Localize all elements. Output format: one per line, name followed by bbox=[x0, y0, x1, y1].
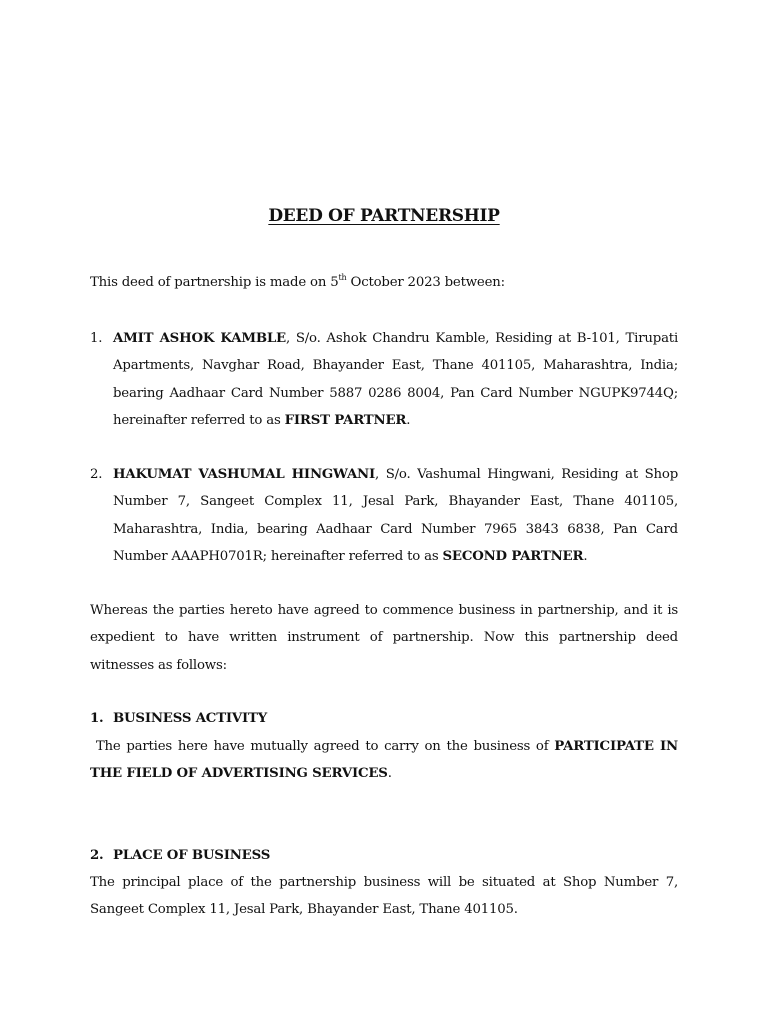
section-text-prefix: The parties here have mutually agreed to carry on the business of bbox=[90, 739, 555, 754]
party-role: FIRST PARTNER bbox=[284, 412, 407, 428]
section-text-bold: PARTICIPATE IN THE FIELD OF ADVERTISING SERVICES bbox=[90, 739, 679, 782]
section-text-suffix: . bbox=[387, 766, 392, 782]
section-heading-place-of-business bbox=[90, 846, 270, 866]
intro-prefix: This deed of partnership is made on 5 bbox=[90, 275, 339, 290]
party-name: HAKUMAT VASHUMAL HINGWANI bbox=[113, 467, 376, 482]
party-name: AMIT ASHOK KAMBLE bbox=[113, 331, 286, 346]
party-text bbox=[113, 461, 678, 570]
section-number: 1. bbox=[90, 711, 104, 726]
party-role: SECOND PARTNER bbox=[442, 548, 584, 564]
party-end-punct: . bbox=[406, 412, 411, 428]
section-heading-business-activity bbox=[90, 709, 267, 729]
section-heading-text: BUSINESS ACTIVITY bbox=[113, 711, 268, 726]
party-text bbox=[113, 325, 678, 434]
party-details: , S/o. Vashumal Hingwani, Residing at Shop Number 7, Sangeet Complex 11, Jesal Park, Bhayander East, Thane 401105, Maharashtra, India, bearing Aadhaar Card Number 7965 3843 6838, Pan Card Number AAAPH0701R; hereinafter referred to as bbox=[113, 467, 679, 564]
whereas-paragraph: Whereas the parties hereto have agreed to commence business in partnership, and it is expedient to have written instrument of partnership. Now this partnership deed witnesses as follows: bbox=[90, 603, 678, 673]
party-item-first bbox=[90, 325, 678, 434]
section-body-business-activity bbox=[90, 733, 678, 788]
intro-date-superscript: th bbox=[338, 273, 347, 282]
party-number: 1. bbox=[90, 331, 103, 346]
party-end-punct: . bbox=[583, 548, 588, 564]
intro-suffix: October 2023 between: bbox=[346, 275, 505, 290]
party-number: 2. bbox=[90, 467, 103, 482]
party-details: , S/o. Ashok Chandru Kamble, Residing at B-101, Tirupati Apartments, Navghar Road, Bhayander East, Thane 401105, Maharashtra, India; bearing Aadhaar Card Number 5887 0286 8004, Pan Card Number NGUPK9744Q; hereinafter referred to as bbox=[113, 331, 678, 428]
section-body-place-of-business: The principal place of the partnership business will be situated at Shop Number 7, Sangeet Complex 11, Jesal Park, Bhayander East, Thane 401105. bbox=[90, 875, 678, 918]
intro-paragraph bbox=[90, 273, 680, 293]
party-item-second bbox=[90, 461, 678, 570]
section-number: 2. bbox=[90, 848, 104, 863]
section-heading-text: PLACE OF BUSINESS bbox=[113, 848, 271, 863]
document-title: DEED OF PARTNERSHIP bbox=[268, 206, 500, 226]
